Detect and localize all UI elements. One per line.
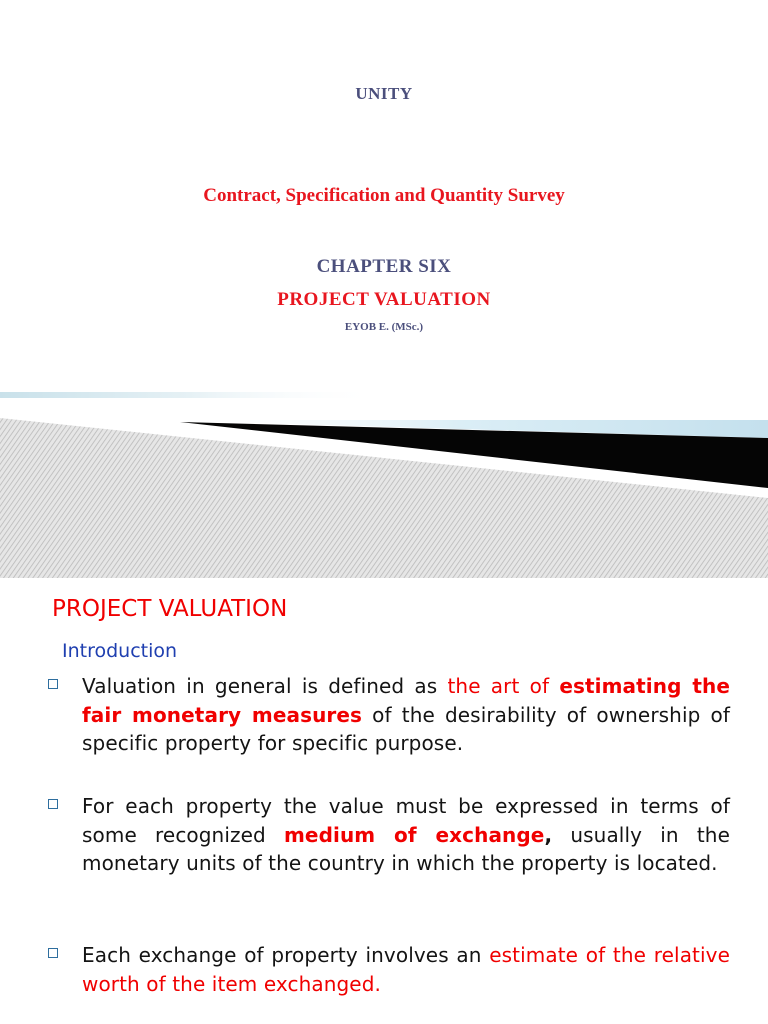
chapter-label: CHAPTER SIX bbox=[316, 256, 452, 277]
institution-name: UNITY bbox=[355, 84, 413, 103]
author-name: EYOB E. (MSc.) bbox=[344, 321, 424, 333]
course-title: Contract, Specification and Quantity Survey bbox=[203, 185, 565, 206]
bullet-text: Each exchange of property involves an estimate of the relative worth of the item exchanged. bbox=[82, 943, 730, 996]
slide-title: PROJECT VALUATION bbox=[52, 596, 288, 622]
section-heading: Introduction bbox=[62, 640, 178, 662]
bullet-square-icon bbox=[48, 799, 58, 809]
content-slide bbox=[0, 578, 768, 1024]
bullet-square-icon bbox=[48, 679, 58, 689]
bullet-text: For each property the value must be expressed in terms of some recognized medium of exchange, usually in the monetary units of the country in which the property is located. bbox=[82, 794, 730, 875]
bullet-text: Valuation in general is defined as the art of estimating the fair monetary measures of the desirability of ownership of specific property for specific purpose. bbox=[82, 674, 730, 755]
bullet-square-icon bbox=[48, 948, 58, 958]
chapter-title: PROJECT VALUATION bbox=[277, 289, 491, 310]
banner-top-line bbox=[0, 392, 380, 398]
decorative-banner bbox=[0, 380, 768, 578]
